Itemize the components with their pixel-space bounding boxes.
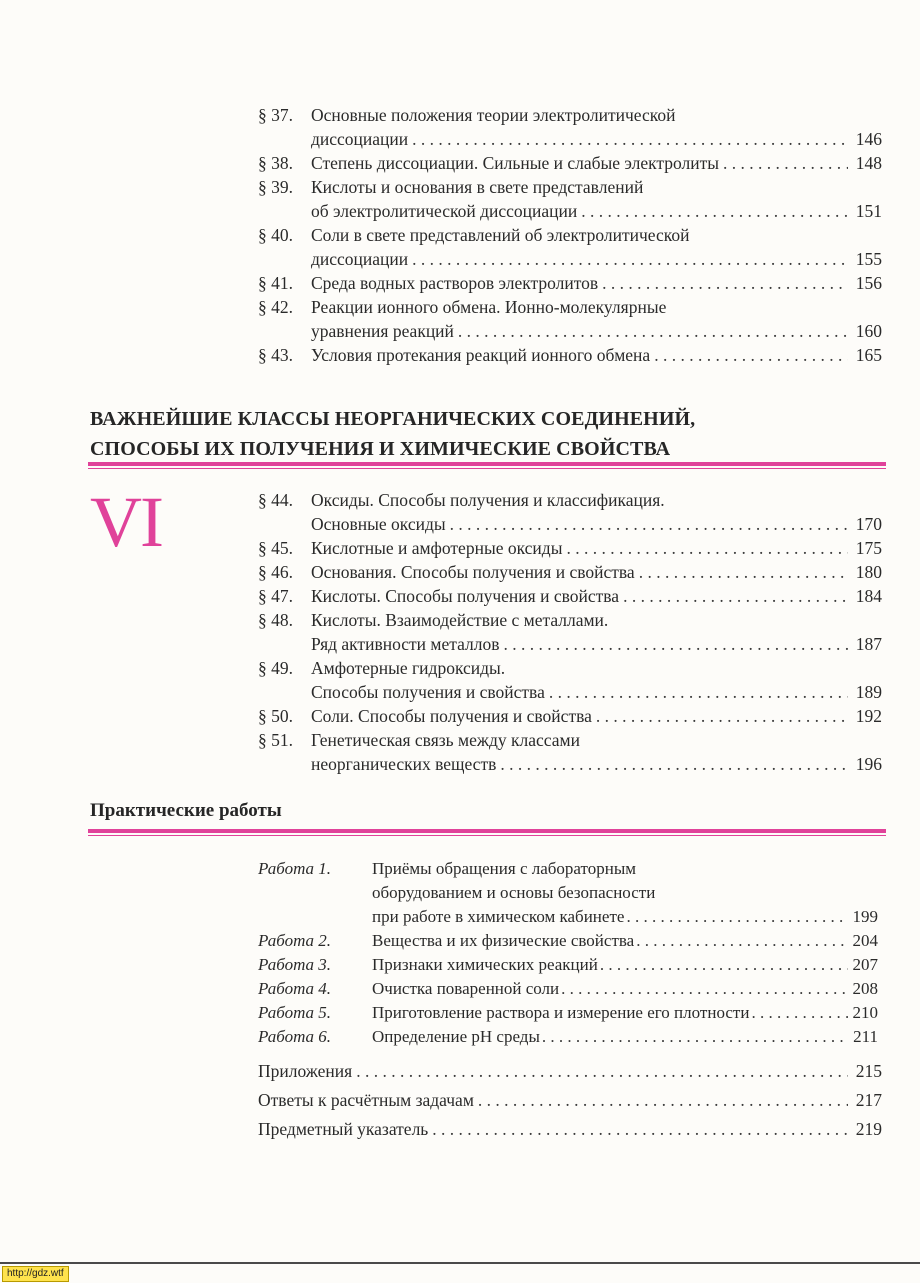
toc-line <box>311 488 882 512</box>
page-number: 146 <box>855 129 882 149</box>
toc-entry-text: Среда водных растворов электролитов <box>311 273 599 293</box>
toc-entry-text: Предметный указатель <box>258 1119 429 1139</box>
toc-line-with-page <box>372 1001 878 1025</box>
toc-line <box>372 857 878 881</box>
toc-entry[interactable] <box>258 175 882 223</box>
practice-work-number: Работа 1. <box>258 859 332 878</box>
toc-entry-number: § 42. <box>258 297 293 317</box>
page-number: 207 <box>852 955 878 974</box>
toc-line <box>311 295 882 319</box>
page-number: 175 <box>855 538 882 558</box>
dot-leader <box>581 199 848 223</box>
page-number: 219 <box>855 1119 882 1139</box>
practice-work[interactable] <box>258 1001 878 1025</box>
page-number: 160 <box>855 321 882 341</box>
toc-chapter-6-list <box>258 488 882 776</box>
toc-line-with-page <box>258 1086 882 1115</box>
toc-entry-text: Основные оксиды <box>311 514 446 534</box>
toc-entry-number: § 48. <box>258 610 293 630</box>
practice-work-number: Работа 5. <box>258 1003 332 1022</box>
page-number: 187 <box>855 634 882 654</box>
back-matter-list <box>258 1057 882 1144</box>
page-number: 196 <box>855 754 882 774</box>
toc-line-with-page <box>372 953 878 977</box>
dot-leader <box>450 512 848 536</box>
dot-leader <box>566 536 848 560</box>
toc-entry-text: Основные положения теории электролитической <box>311 105 676 125</box>
toc-entry-text: Условия протекания реакций ионного обмена <box>311 345 651 365</box>
toc-line-with-page <box>311 127 882 151</box>
toc-entry-text: Оксиды. Способы получения и классификация. <box>311 490 665 510</box>
toc-entry-text: Определение pH среды <box>372 1027 540 1046</box>
toc-entry-text: Кислоты и основания в свете представлений <box>311 177 644 197</box>
toc-entry-text: Ряд активности металлов <box>311 634 500 654</box>
toc-line-with-page <box>258 1057 882 1086</box>
page-number: 189 <box>855 682 882 702</box>
toc-entry-number: § 45. <box>258 538 293 558</box>
dot-leader <box>504 632 848 656</box>
toc-entry[interactable] <box>258 271 882 295</box>
back-matter-entry[interactable] <box>258 1115 882 1144</box>
toc-entry-text: Ответы к расчётным задачам <box>258 1090 474 1110</box>
dot-leader <box>636 929 848 953</box>
page-number: 192 <box>855 706 882 726</box>
page-number: 215 <box>855 1061 882 1081</box>
back-matter-entry[interactable] <box>258 1057 882 1086</box>
toc-entry[interactable] <box>258 151 882 175</box>
dot-leader <box>478 1086 848 1115</box>
toc-line-with-page <box>311 151 882 175</box>
practice-title: Практические работы <box>90 800 282 821</box>
toc-entry-text: Очистка поваренной соли <box>372 979 560 998</box>
toc-entry-number: § 37. <box>258 105 293 125</box>
practice-work-number: Работа 3. <box>258 955 332 974</box>
toc-line-with-page <box>311 247 882 271</box>
toc-line-with-page <box>311 343 882 367</box>
dot-leader <box>723 151 848 175</box>
toc-entry-number: § 44. <box>258 490 293 510</box>
back-matter-entry[interactable] <box>258 1086 882 1115</box>
toc-entry-text: Соли. Способы получения и свойства <box>311 706 592 726</box>
page-number: 170 <box>855 514 882 534</box>
toc-entry[interactable] <box>258 103 882 151</box>
toc-line-with-page <box>372 929 878 953</box>
dot-leader <box>432 1115 848 1144</box>
page-number: 151 <box>855 201 882 221</box>
toc-entry[interactable] <box>258 223 882 271</box>
page-bottom-rule <box>0 1262 920 1264</box>
toc-entry-text: Приготовление раствора и измерение его плотности <box>372 1003 750 1022</box>
dot-leader <box>751 1001 848 1025</box>
toc-line-with-page <box>311 512 882 536</box>
toc-entry-text: оборудованием и основы безопасности <box>372 883 656 902</box>
dot-leader <box>654 343 848 367</box>
page-number: 199 <box>852 907 878 926</box>
toc-entry[interactable] <box>258 488 882 536</box>
toc-entry-text: Кислоты. Способы получения и свойства <box>311 586 620 606</box>
toc-entry-text: Приёмы обращения с лабораторным <box>372 859 637 878</box>
practice-work[interactable] <box>258 929 878 953</box>
practice-work-number: Работа 4. <box>258 979 332 998</box>
toc-line <box>372 881 878 905</box>
practice-work-number: Работа 6. <box>258 1027 332 1046</box>
chapter-6-rule <box>88 462 886 469</box>
page-number: 208 <box>852 979 878 998</box>
toc-entry-number: § 47. <box>258 586 293 606</box>
page-number: 155 <box>855 249 882 269</box>
page-number: 211 <box>853 1027 878 1046</box>
toc-entry[interactable] <box>258 728 882 776</box>
dot-leader <box>561 977 848 1001</box>
chapter-6-title <box>90 404 850 464</box>
page-number: 210 <box>852 1003 878 1022</box>
toc-line-with-page <box>311 584 882 608</box>
page-number: 217 <box>855 1090 882 1110</box>
toc-line-with-page <box>311 536 882 560</box>
toc-line <box>311 608 882 632</box>
toc-line <box>311 103 882 127</box>
chapter-6-title-line-1: ВАЖНЕЙШИЕ КЛАССЫ НЕОРГАНИЧЕСКИХ СОЕДИНЕНИЙ, <box>90 408 696 430</box>
toc-line-with-page <box>311 271 882 295</box>
dot-leader <box>623 584 848 608</box>
toc-entry-number: § 50. <box>258 706 293 726</box>
toc-entry-number: § 38. <box>258 153 293 173</box>
toc-entry[interactable] <box>258 295 882 343</box>
toc-line-with-page <box>311 319 882 343</box>
toc-line-with-page <box>372 1025 878 1049</box>
page-number: 156 <box>855 273 882 293</box>
chapter-6-roman-numeral: VI <box>90 482 162 562</box>
toc-entry[interactable] <box>258 656 882 704</box>
toc-entry[interactable] <box>258 560 882 584</box>
toc-line-with-page <box>258 1115 882 1144</box>
toc-entry-text: Кислоты. Взаимодействие с металлами. <box>311 610 609 630</box>
dot-leader <box>639 560 848 584</box>
toc-entry-text: при работе в химическом кабинете <box>372 907 625 926</box>
dot-leader <box>596 704 848 728</box>
watermark-link[interactable]: http://gdz.wtf <box>2 1266 69 1282</box>
toc-entry[interactable] <box>258 704 882 728</box>
toc-entry[interactable] <box>258 343 882 367</box>
toc-entry-text: Вещества и их физические свойства <box>372 931 635 950</box>
dot-leader <box>412 247 848 271</box>
practice-work[interactable] <box>258 1025 878 1049</box>
toc-entry-text: об электролитической диссоциации <box>311 201 578 221</box>
toc-line-with-page <box>311 704 882 728</box>
dot-leader <box>412 127 848 151</box>
toc-entry-number: § 46. <box>258 562 293 582</box>
toc-entry-text: Основания. Способы получения и свойства <box>311 562 635 582</box>
practice-work-number: Работа 2. <box>258 931 332 950</box>
toc-entry[interactable] <box>258 536 882 560</box>
toc-entry-text: Кислотные и амфотерные оксиды <box>311 538 563 558</box>
practice-work[interactable] <box>258 857 878 929</box>
dot-leader <box>600 953 848 977</box>
toc-entry[interactable] <box>258 584 882 608</box>
page-number: 165 <box>855 345 882 365</box>
toc-entry-number: § 40. <box>258 225 293 245</box>
page-number: 148 <box>855 153 882 173</box>
toc-entry-text: Способы получения и свойства <box>311 682 545 702</box>
toc-line-with-page <box>311 752 882 776</box>
toc-entry-text: Амфотерные гидроксиды. <box>311 658 506 678</box>
dot-leader <box>602 271 848 295</box>
page-number: 204 <box>852 931 878 950</box>
toc-line-with-page <box>372 905 878 929</box>
toc-entry-number: § 41. <box>258 273 293 293</box>
toc-entry-number: § 51. <box>258 730 293 750</box>
toc-entry-number: § 49. <box>258 658 293 678</box>
toc-entry-text: Приложения <box>258 1061 353 1081</box>
toc-entry-text: уравнения реакций <box>311 321 454 341</box>
chapter-6-title-line-2: СПОСОБЫ ИХ ПОЛУЧЕНИЯ И ХИМИЧЕСКИЕ СВОЙСТВА <box>90 438 671 460</box>
toc-entry-text: Генетическая связь между классами <box>311 730 580 750</box>
toc-line-with-page <box>372 977 878 1001</box>
toc-chapter-5-list <box>258 103 882 367</box>
toc-entry-text: Признаки химических реакций <box>372 955 598 974</box>
toc-entry-text: Степень диссоциации. Сильные и слабые электролиты <box>311 153 720 173</box>
toc-entry-number: § 39. <box>258 177 293 197</box>
toc-entry-text: диссоциации <box>311 129 409 149</box>
page-number: 184 <box>855 586 882 606</box>
toc-entry-text: Соли в свете представлений об электролитической <box>311 225 690 245</box>
toc-line-with-page <box>311 680 882 704</box>
dot-leader <box>500 752 848 776</box>
practice-rule <box>88 829 886 836</box>
practice-work[interactable] <box>258 953 878 977</box>
toc-line <box>311 656 882 680</box>
toc-entry-number: § 43. <box>258 345 293 365</box>
toc-line <box>311 223 882 247</box>
page-number: 180 <box>855 562 882 582</box>
toc-entry-text: диссоциации <box>311 249 409 269</box>
practice-work[interactable] <box>258 977 878 1001</box>
dot-leader <box>356 1057 848 1086</box>
toc-line <box>311 175 882 199</box>
dot-leader <box>626 905 848 929</box>
toc-line-with-page <box>311 632 882 656</box>
toc-entry[interactable] <box>258 608 882 656</box>
toc-line <box>311 728 882 752</box>
dot-leader <box>549 680 848 704</box>
toc-entry-text: неорганических веществ <box>311 754 497 774</box>
toc-entry-text: Реакции ионного обмена. Ионно-молекулярные <box>311 297 667 317</box>
toc-line-with-page <box>311 560 882 584</box>
toc-line-with-page <box>311 199 882 223</box>
dot-leader <box>542 1025 848 1049</box>
dot-leader <box>458 319 848 343</box>
practice-works-list <box>258 857 878 1049</box>
